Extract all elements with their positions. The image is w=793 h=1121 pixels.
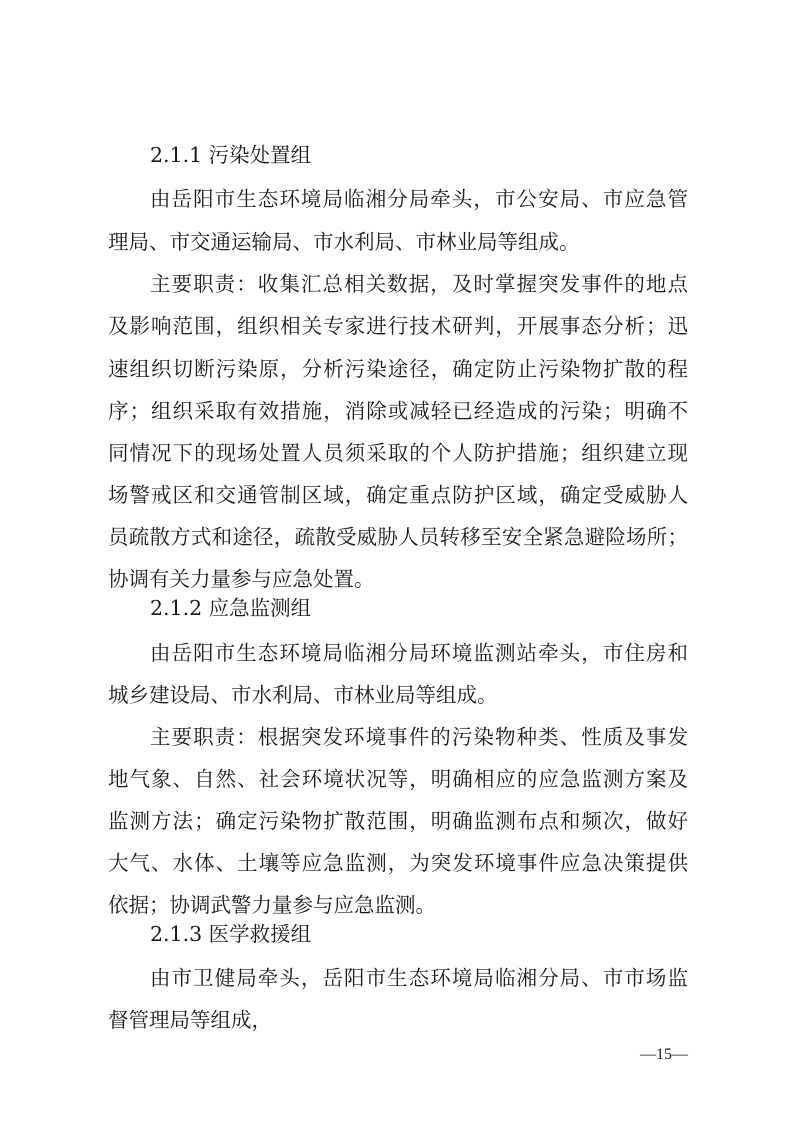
paragraph-line: 速组织切断污染原，分析污染途径，确定防止污染物扩散的程 bbox=[108, 357, 688, 381]
paragraph-line: 依据；协调武警力量参与应急监测。 bbox=[108, 893, 436, 917]
paragraph-line: 主要职责：收集汇总相关数据，及时掌握突发事件的地点 bbox=[150, 272, 688, 296]
paragraph-line: 同情况下的现场处置人员须采取的个人防护措施；组织建立现 bbox=[108, 441, 688, 465]
paragraph-line: 大气、水体、土壤等应急监测，为突发环境事件应急决策提供 bbox=[108, 851, 688, 875]
paragraph-line: 由岳阳市生态环境局临湘分局牵头，市公安局、市应急管 bbox=[150, 187, 688, 211]
paragraph-line: 由市卫健局牵头，岳阳市生态环境局临湘分局、市市场监 bbox=[150, 966, 688, 990]
page-number: —15— bbox=[640, 1046, 688, 1063]
section-heading-2-1-1: 2.1.1 污染处置组 bbox=[150, 143, 312, 167]
paragraph-line: 由岳阳市生态环境局临湘分局环境监测站牵头，市住房和 bbox=[150, 641, 688, 665]
paragraph-line: 场警戒区和交通管制区域，确定重点防护区域，确定受威胁人 bbox=[108, 483, 688, 507]
paragraph-line: 监测方法；确定污染物扩散范围，明确监测布点和频次，做好 bbox=[108, 809, 688, 833]
paragraph-line: 理局、市交通运输局、市水利局、市林业局等组成。 bbox=[108, 230, 580, 254]
section-heading-2-1-3: 2.1.3 医学救援组 bbox=[150, 922, 312, 946]
paragraph-line: 地气象、自然、社会环境状况等，明确相应的应急监测方案及 bbox=[108, 767, 688, 791]
paragraph-line: 主要职责：根据突发环境事件的污染物种类、性质及事发 bbox=[150, 725, 688, 749]
paragraph-line: 及影响范围，组织相关专家进行技术研判，开展事态分析；迅 bbox=[108, 314, 688, 338]
paragraph-line: 员疏散方式和途径，疏散受威胁人员转移至安全紧急避险场所； bbox=[108, 525, 688, 549]
paragraph-line: 协调有关力量参与应急处置。 bbox=[108, 567, 375, 591]
paragraph-line: 城乡建设局、市水利局、市林业局等组成。 bbox=[108, 683, 498, 707]
paragraph-line: 序；组织采取有效措施，消除或减轻已经造成的污染；明确不 bbox=[108, 399, 688, 423]
section-heading-2-1-2: 2.1.2 应急监测组 bbox=[150, 596, 312, 620]
paragraph-line: 督管理局等组成， bbox=[108, 1008, 272, 1032]
